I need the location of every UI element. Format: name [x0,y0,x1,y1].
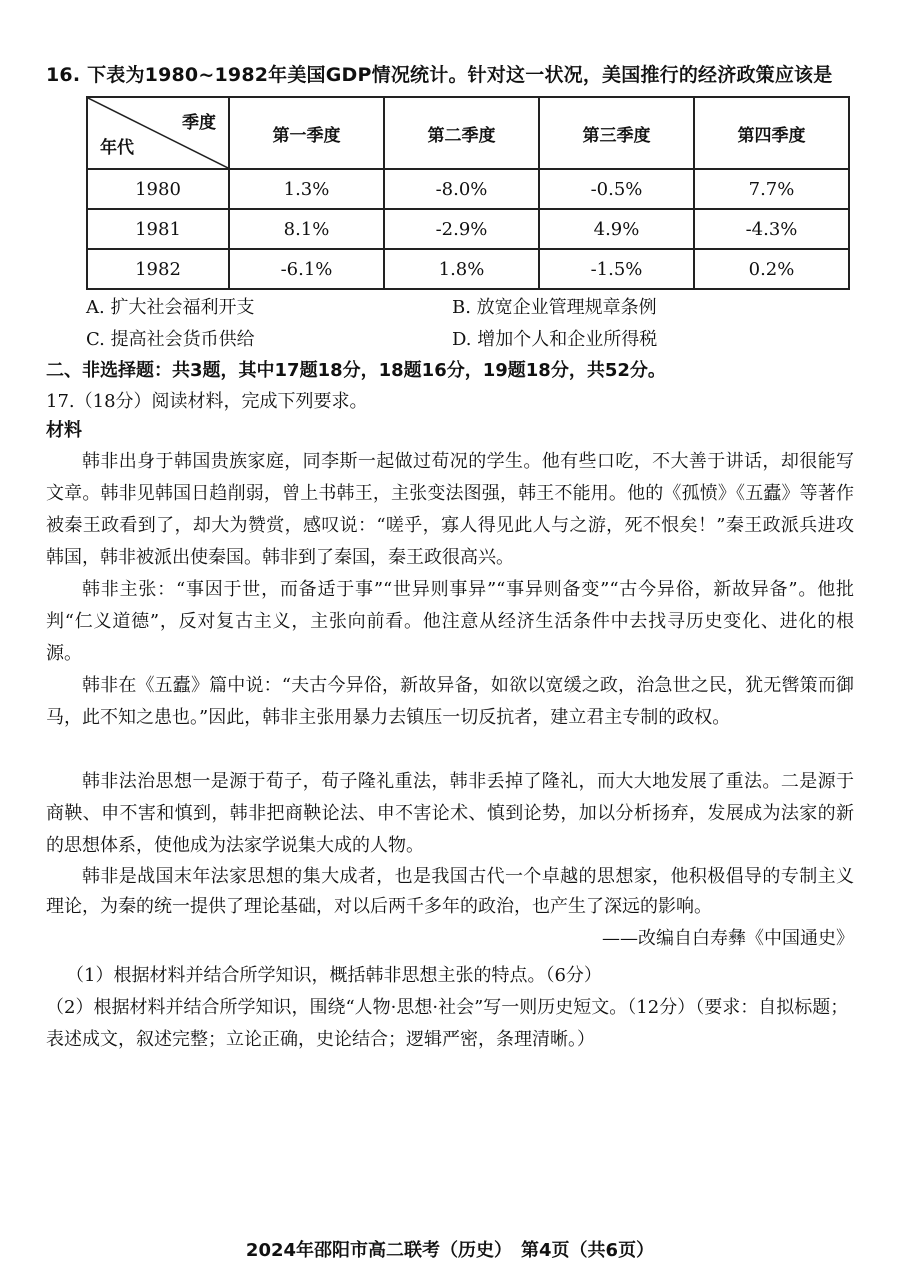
header-q3: 第三季度 [539,97,694,169]
section-2-heading: 二、非选择题：共3题，其中17题18分，18题16分，19题18分，共52分。 [46,360,666,381]
header-q4: 第四季度 [694,97,849,169]
page-footer: 2024年邵阳市高二联考（历史） 第4页（共6页） [245,1240,655,1261]
row-year: 1981 [87,209,229,249]
table-row [87,169,849,209]
table-cell: -8.0% [384,169,539,209]
table-cell: -0.5% [539,169,694,209]
material-paragraph-4: 韩非法治思想一是源于荀子，荀子隆礼重法，韩非丢掉了隆礼，而大大地发展了重法。二是源于商鞅、申不害和慎到，韩非把商鞅论法、申不害论术、慎到论势，加以分析扬弃，发展成为法家的新的思想体系，使他成为法家学说集大成的人物。 [46,771,854,856]
table-cell: -1.5% [539,249,694,289]
table-cell: 8.1% [229,209,384,249]
header-q1: 第一季度 [229,97,384,169]
option-c: C. 提高社会货币供给 [86,329,255,350]
table-cell: -2.9% [384,209,539,249]
corner-year-label: 年代 [100,138,134,158]
option-a: A. 扩大社会福利开支 [86,297,255,318]
material-paragraph-3: 韩非在《五蠹》篇中说：“夫古今异俗，新故异备，如欲以宽缓之政，治急世之民，犹无辔策而御马，此不知之患也。”因此，韩非主张用暴力去镇压一切反抗者，建立君主专制的政权。 [46,675,854,728]
option-b: B. 放宽企业管理规章条例 [452,297,657,318]
table-cell: -4.3% [694,209,849,249]
table-cell: 4.9% [539,209,694,249]
row-year: 1982 [87,249,229,289]
material-label: 材料 [46,420,82,441]
sub-question-2: （2）根据材料并结合所学知识，围绕“人物·思想·社会”写一则历史短文。（12分）（要求：自拟标题；表述成文，叙述完整；立论正确，史论结合；逻辑严密，条理清晰。） [46,997,849,1050]
row-year: 1980 [87,169,229,209]
material-source: ——改编自白寿彝《中国通史》 [602,928,854,949]
table-cell: 7.7% [694,169,849,209]
gdp-table [86,96,850,290]
table-row [87,249,849,289]
option-d: D. 增加个人和企业所得税 [452,329,658,350]
material-paragraph-2: 韩非主张：“事因于世，而备适于事”“世异则事异”“事异则备变”“古今异俗，新故异备”。他批判“仁义道德”，反对复古主义，主张向前看。他注意从经济生活条件中去找寻历史变化、进化的根源。 [46,579,854,664]
table-cell: 0.2% [694,249,849,289]
table-header-row [87,97,849,169]
material-paragraph-1: 韩非出身于韩国贵族家庭，同李斯一起做过荀况的学生。他有些口吃，不大善于讲话，却很能写文章。韩非见韩国日趋削弱，曾上书韩王，主张变法图强，韩王不能用。他的《孤愤》《五蠹》等著作被秦王政看到了，却大为赞赏，感叹说：“嗟乎，寡人得见此人与之游，死不恨矣！”秦王政派兵进攻韩国，韩非被派出使秦国。韩非到了秦国，秦王政很高兴。 [46,451,854,568]
table-row [87,209,849,249]
corner-season-label: 季度 [182,113,216,133]
table-cell: -6.1% [229,249,384,289]
table-corner-cell [87,97,229,169]
question-17-stem: 17.（18分）阅读材料，完成下列要求。 [46,391,368,412]
sub-question-1: （1）根据材料并结合所学知识，概括韩非思想主张的特点。（6分） [66,965,602,986]
question-16-stem: 16. 下表为1980~1982年美国GDP情况统计。针对这一状况，美国推行的经济政策应该是 [46,64,833,86]
table-cell: 1.3% [229,169,384,209]
material-paragraph-5: 韩非是战国末年法家思想的集大成者，也是我国古代一个卓越的思想家，他积极倡导的专制主义理论，为秦的统一提供了理论基础，对以后两千多年的政治，也产生了深远的影响。 [46,866,854,917]
header-q2: 第二季度 [384,97,539,169]
table-cell: 1.8% [384,249,539,289]
